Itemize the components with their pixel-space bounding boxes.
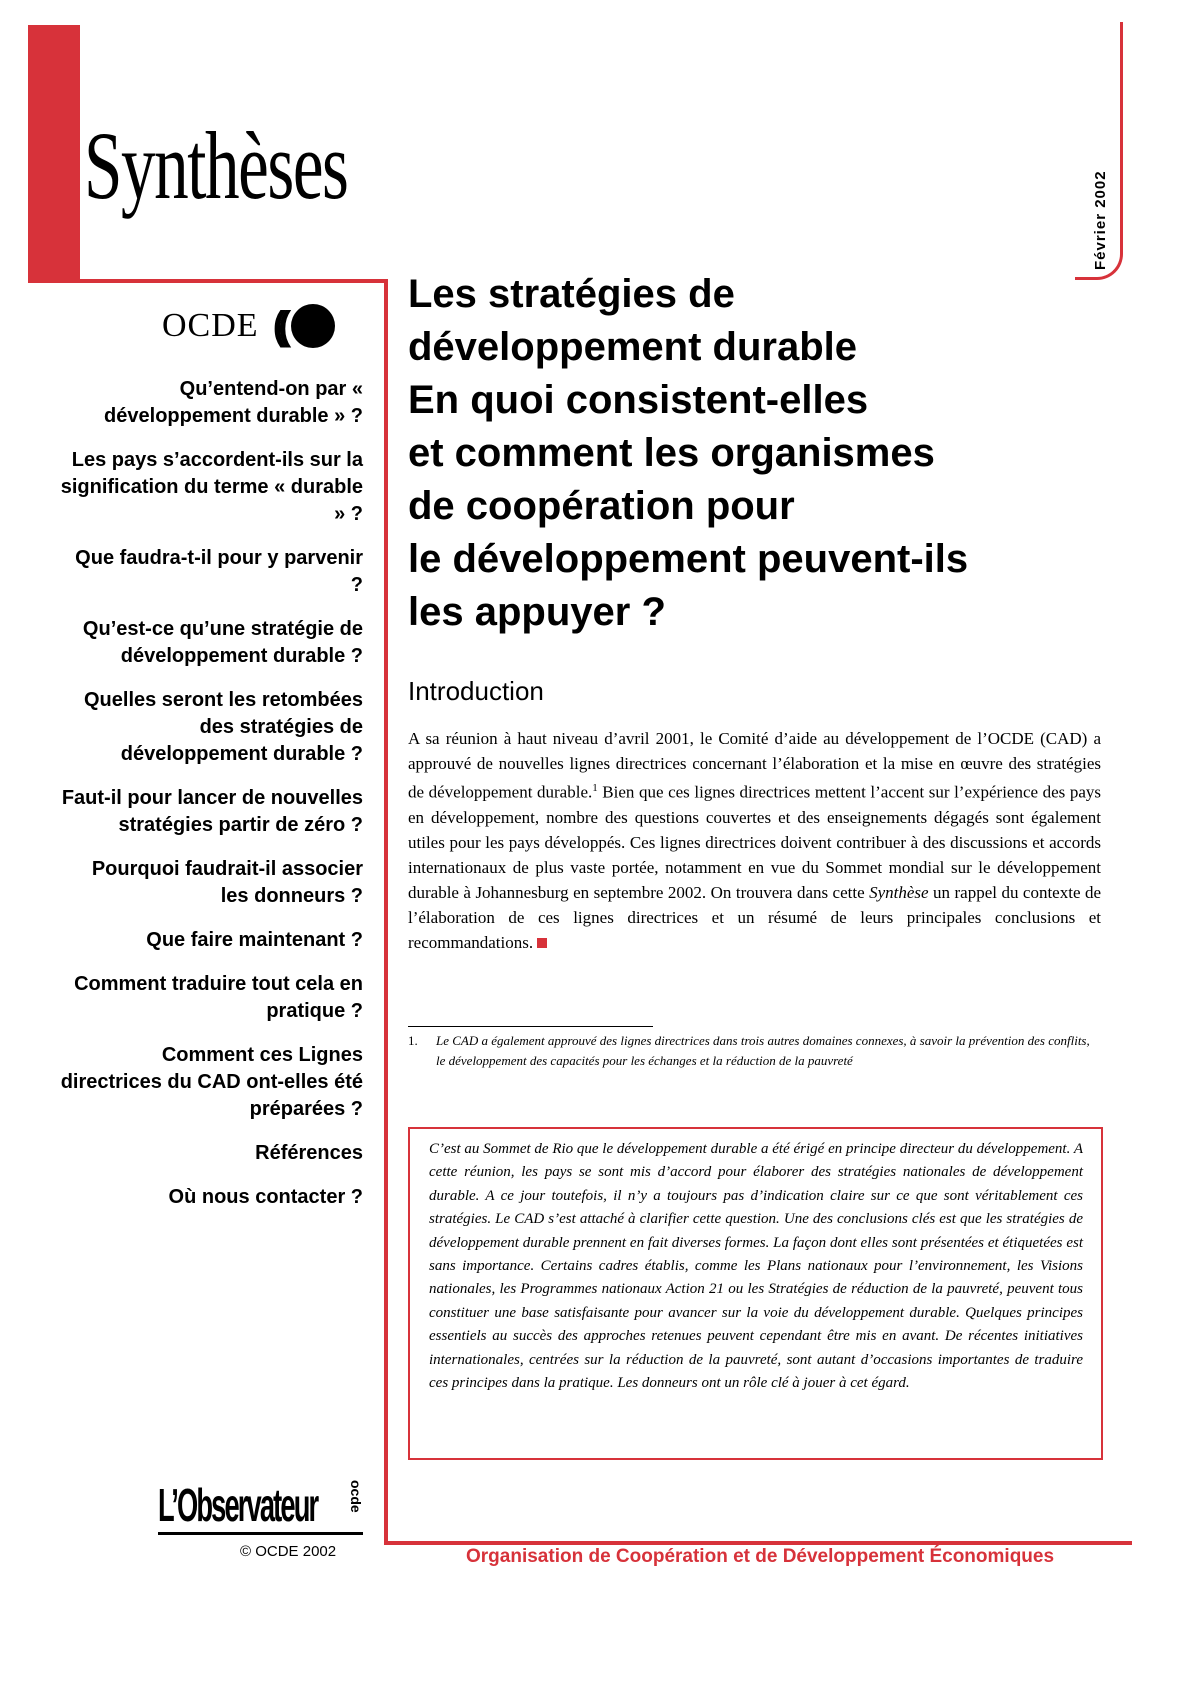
ocde-mark-icon — [273, 304, 336, 349]
title-line: le développement peuvent-ils — [408, 537, 969, 581]
ocde-logo — [162, 298, 335, 354]
footnote-number: 1. — [408, 1033, 418, 1048]
copyright: © OCDE 2002 — [240, 1543, 337, 1560]
title-line: Les stratégies de — [408, 272, 735, 316]
circle-icon — [291, 304, 335, 348]
ocde-logo-text: OCDE — [162, 307, 259, 344]
observateur-ocde-label: ocde — [348, 1480, 364, 1513]
intro-text: A sa réunion à haut niveau d’avril 2001, le Comité d’aide au développement de l’OCDE (CAD) a approuvé de nouvelles lignes directrices concernant l’élaboration et la mise en œuvre des stratégies de développement durable. — [408, 729, 1101, 802]
title-line: et comment les organismes — [408, 431, 935, 475]
sidebar-item[interactable]: Références — [255, 1142, 363, 1164]
organization-name: Organisation de Coopération et de Développement Économiques — [466, 1546, 1055, 1567]
sidebar-item[interactable]: Comment ces Lignes directrices du CAD ont-elles été préparées ? — [60, 1044, 363, 1120]
sidebar-item[interactable]: Que faire maintenant ? — [146, 929, 363, 951]
sidebar-item[interactable]: Comment traduire tout cela en pratique ? — [74, 973, 363, 1022]
intro-text: Bien que ces lignes directrices mettent l’accent sur l’expérience des pays en développement, nombre des questions couvertes et des enseignements dégagés sont également utiles pour les pays développés. Ces lignes directrices doivent contribuer à des discussions et accords internationaux de plus vaste portée, notamment en vue du Sommet mondial sur le développement durable à Johannesburg en septembre 2002. On trouvera dans cette — [408, 782, 1102, 902]
sidebar-item[interactable]: Qu’entend-on par « développement durable » ? — [104, 378, 363, 427]
sidebar-item[interactable]: Faut-il pour lancer de nouvelles stratégies partir de zéro ? — [61, 787, 363, 836]
footnote-reference[interactable]: 1 — [592, 782, 598, 794]
footer-red-rule — [384, 1541, 1132, 1545]
section-heading: Introduction — [408, 676, 544, 706]
sidebar-contents — [60, 376, 363, 1228]
title-line: de coopération pour — [408, 484, 795, 528]
title-line: développement durable — [408, 325, 857, 369]
sidebar-item[interactable]: Qu’est-ce qu’une stratégie de développement durable ? — [82, 618, 363, 667]
footnote-text: Le CAD a également approuvé des lignes directrices dans trois autres domaines connexes, à savoir la prévention des conflits, le développement des capacités pour les échanges et la réduction de la pauvreté — [436, 1033, 1090, 1068]
observateur-wordmark: L’Observateur — [158, 1480, 318, 1532]
title-line: En quoi consistent-elles — [408, 378, 869, 422]
sidebar-item[interactable]: Pourquoi faudrait-il associer les donneurs ? — [91, 858, 363, 907]
column-divider — [384, 279, 388, 1545]
title-line: les appuyer ? — [408, 590, 666, 634]
end-square-icon — [537, 938, 547, 948]
series-title: Synthèses — [84, 112, 348, 219]
intro-text: un rappel du contexte de l’élaboration de ces lignes directrices et un résumé de leurs principales conclusions et recommandations. — [408, 882, 1101, 952]
intro-italic-text: Synthèse — [869, 882, 929, 902]
sidebar-item[interactable]: Que faudra-t-il pour y parvenir ? — [75, 547, 363, 596]
summary-text: C’est au Sommet de Rio que le développement durable a été érigé en principe directeur du développement. A cette réunion, les pays se sont mis d’accord pour élaborer des stratégies nationales de développement durable. A ce jour toutefois, il n’y a toujours pas d’indication claire sur ce que sont véritablement ces stratégies. Le CAD s’est attaché à clarifier cette question. Une des conclusions clés est que les stratégies de développement durable prennent en fait diverses formes. La façon dont elles sont présentées et étiquetées est sans importance. Certains cadres établis, comme les Plans nationaux pour l’environnement, les Visions nationales, les Programmes nationaux Action 21 ou les Stratégies de réduction de la pauvreté, peuvent tous constituer une base satisfaisante pour avancer sur la voie du développement durable. Quelques principes essentiels au succès des approches retenues peuvent cependant être mis en avant. De récentes initiatives internationales, centrées sur la réduction de la pauvreté, sont autant d’occasions importantes de traduire ces principes dans la pratique. Les donneurs ont un rôle clé à jouer à cet égard. — [429, 1141, 1083, 1392]
sidebar-item[interactable]: Où nous contacter ? — [168, 1186, 363, 1208]
sidebar-item[interactable]: Les pays s’accordent-ils sur la signification du terme « durable » ? — [60, 449, 363, 525]
header-red-bar — [28, 25, 80, 283]
sidebar-item[interactable]: Quelles seront les retombées des stratégies de développement durable ? — [83, 689, 363, 765]
observateur-underline — [158, 1532, 363, 1535]
summary-box — [408, 1127, 1103, 1460]
intro-paragraph — [408, 726, 1101, 955]
footnote-divider — [408, 1026, 653, 1027]
header-red-rule — [28, 279, 388, 283]
footnote — [408, 1031, 1098, 1071]
page-title — [408, 268, 1088, 639]
double-chevron-icon: (( — [272, 303, 284, 348]
observateur-logo — [158, 1480, 363, 1540]
publication-date: Février 2002 — [1092, 170, 1109, 270]
